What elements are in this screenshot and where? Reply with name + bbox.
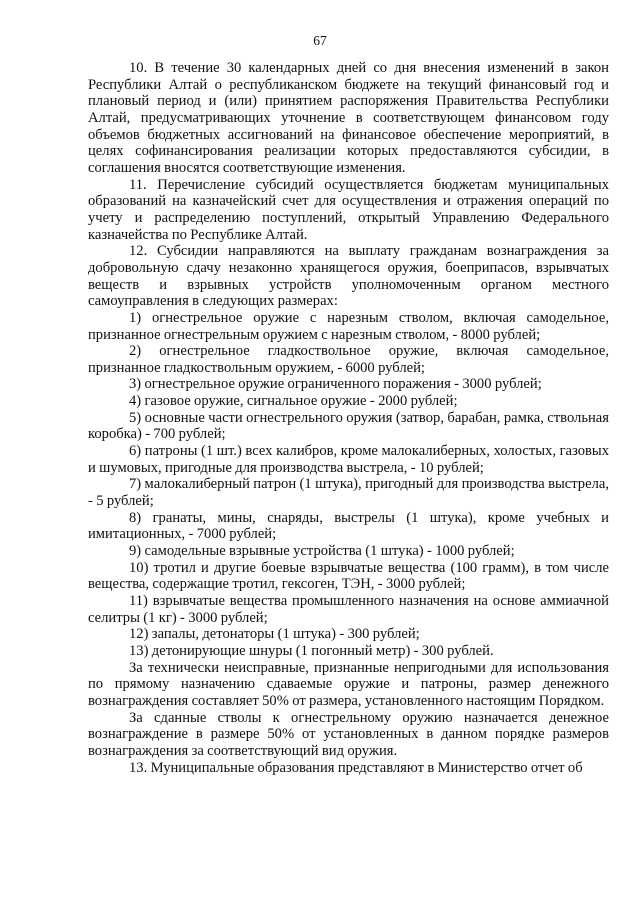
- list-item-improvised-explosive-devices: 9) самодельные взрывные устройства (1 штука) - 1000 рублей;: [129, 543, 515, 560]
- list-item-tnt-explosives: 10) тротил и другие боевые взрывчатые вещества (100 грамм), в том числе вещества, содержащие тротил, гексоген, ТЭН, - 3000 рублей;: [88, 559, 609, 593]
- list-item-gas-signal-weapons: 4) газовое оружие, сигнальное оружие - 2000 рублей;: [129, 393, 458, 410]
- list-item-limited-damage-firearms: 3) огнестрельное оружие ограниченного поражения - 3000 рублей;: [129, 376, 542, 393]
- paragraph-10-budget-changes: 10. В течение 30 календарных дней со дня внесения изменений в закон Республики Алтай о республиканском бюджете на текущий финансовый год и плановый период и (или) принятием распоряжения Правительства Республики Алтай, предусматривающих уточнение в соответствующем финансовом году объемов бюджетных ассигнований на финансовое обеспечение мероприятий, в целях софинансирования реализации которых предоставляются субсидии, в соглашения вносятся соответствующие изменения.: [88, 60, 609, 176]
- paragraph-barrels-reward: За сданные стволы к огнестрельному оружию назначается денежное вознаграждение в размере 50% от установленных в данном порядке размеров вознаграждения за соответствующий вид оружия.: [88, 709, 609, 759]
- list-item-grenades-mines: 8) гранаты, мины, снаряды, выстрелы (1 штука), кроме учебных и имитационных, - 7000 рублей;: [88, 509, 609, 543]
- paragraph-11-subsidy-transfer: 11. Перечисление субсидий осуществляется бюджетам муниципальных образований на казначейский счет для осуществления и отражения операций по учету и распределению поступлений, открытый Управлению Федерального казначейства по Республике Алтай.: [88, 176, 609, 243]
- list-item-rifled-firearms: 1) огнестрельное оружие с нарезным стволом, включая самодельное, признанное огнестрельным оружием с нарезным стволом, - 8000 рублей;: [88, 309, 609, 343]
- paragraph-12-subsidy-purpose: 12. Субсидии направляются на выплату гражданам вознаграждения за добровольную сдачу незаконно хранящегося оружия, боеприпасов, взрывчатых веществ и взрывных устройств уполномоченным органом местного самоуправления в следующих размерах:: [88, 243, 609, 310]
- list-item-small-caliber-cartridge: 7) малокалиберный патрон (1 штука), пригодный для производства выстрела, - 5 рублей;: [88, 476, 609, 510]
- list-item-detonating-cords: 13) детонирующие шнуры (1 погонный метр) - 300 рублей.: [129, 642, 494, 659]
- paragraph-defective-weapons: За технически неисправные, признанные непригодными для использования по прямому назначению сдаваемые оружие и патроны, размер денежного вознаграждения составляет 50% от размера, установленного настоящим Порядком.: [88, 659, 609, 709]
- page-number: 67: [313, 33, 327, 48]
- list-item-smoothbore-firearms: 2) огнестрельное гладкоствольное оружие, включая самодельное, признанное гладкоствольным оружием, - 6000 рублей;: [88, 343, 609, 376]
- paragraph-13-report: 13. Муниципальные образования представляют в Министерство отчет об: [129, 759, 583, 776]
- list-item-fuses-detonators: 12) запалы, детонаторы (1 штука) - 300 рублей;: [129, 626, 420, 643]
- list-item-industrial-explosives: 11) взрывчатые вещества промышленного назначения на основе аммиачной селитры (1 кг) - 3000 рублей;: [88, 593, 609, 626]
- list-item-cartridges: 6) патроны (1 шт.) всех калибров, кроме малокалиберных, холостых, газовых и шумовых, пригодные для производства выстрела, - 10 рублей;: [88, 443, 609, 476]
- list-item-firearm-parts: 5) основные части огнестрельного оружия (затвор, барабан, рамка, ствольная коробка) - 700 рублей;: [88, 409, 609, 443]
- document-body: [88, 60, 609, 776]
